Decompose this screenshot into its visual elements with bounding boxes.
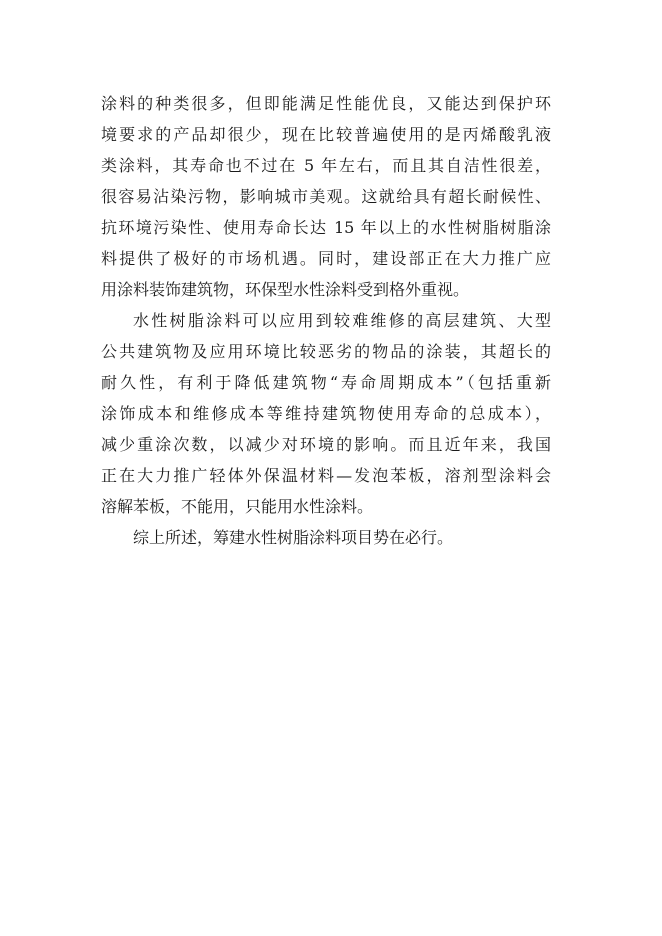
text-line: 减少重涂次数，以减少对环境的影响。而且近年来，我国 — [101, 435, 551, 454]
document-body — [101, 88, 551, 553]
text-line: 类涂料，其寿命也不过在 5 年左右，而且其自洁性很差， — [101, 156, 551, 175]
text-line: 用涂料装饰建筑物，环保型水性涂料受到格外重视。 — [101, 280, 470, 299]
paragraph-2 — [101, 305, 551, 522]
paragraph-3 — [101, 522, 551, 553]
text-line: 公共建筑物及应用环境比较恶劣的物品的涂装，其超长的 — [101, 342, 551, 361]
text-line: 正在大力推广轻体外保温材料—发泡苯板，溶剂型涂料会 — [101, 466, 551, 485]
text-line: 涂饰成本和维修成本等维持建筑物使用寿命的总成本）， — [101, 404, 551, 423]
text-line: 很容易沾染污物，影响城市美观。这就给具有超长耐候性、 — [101, 187, 551, 206]
text-line: 综上所述，筹建水性树脂涂料项目势在必行。 — [133, 528, 454, 547]
text-line: 抗环境污染性、使用寿命长达 15 年以上的水性树脂树脂涂 — [101, 218, 551, 237]
text-line: 水性树脂涂料可以应用到较难维修的高层建筑、大型 — [133, 311, 551, 330]
text-line: 涂料的种类很多，但即能满足性能优良，又能达到保护环 — [101, 94, 551, 113]
paragraph-1 — [101, 88, 551, 305]
text-line: 境要求的产品却很少，现在比较普遍使用的是丙烯酸乳液 — [101, 125, 551, 144]
text-line: 溶解苯板，不能用，只能用水性涂料。 — [101, 497, 374, 516]
text-line: 料提供了极好的市场机遇。同时，建设部正在大力推广应 — [101, 249, 551, 268]
text-line: 耐久性，有利于降低建筑物“寿命周期成本”（包括重新 — [101, 373, 551, 392]
